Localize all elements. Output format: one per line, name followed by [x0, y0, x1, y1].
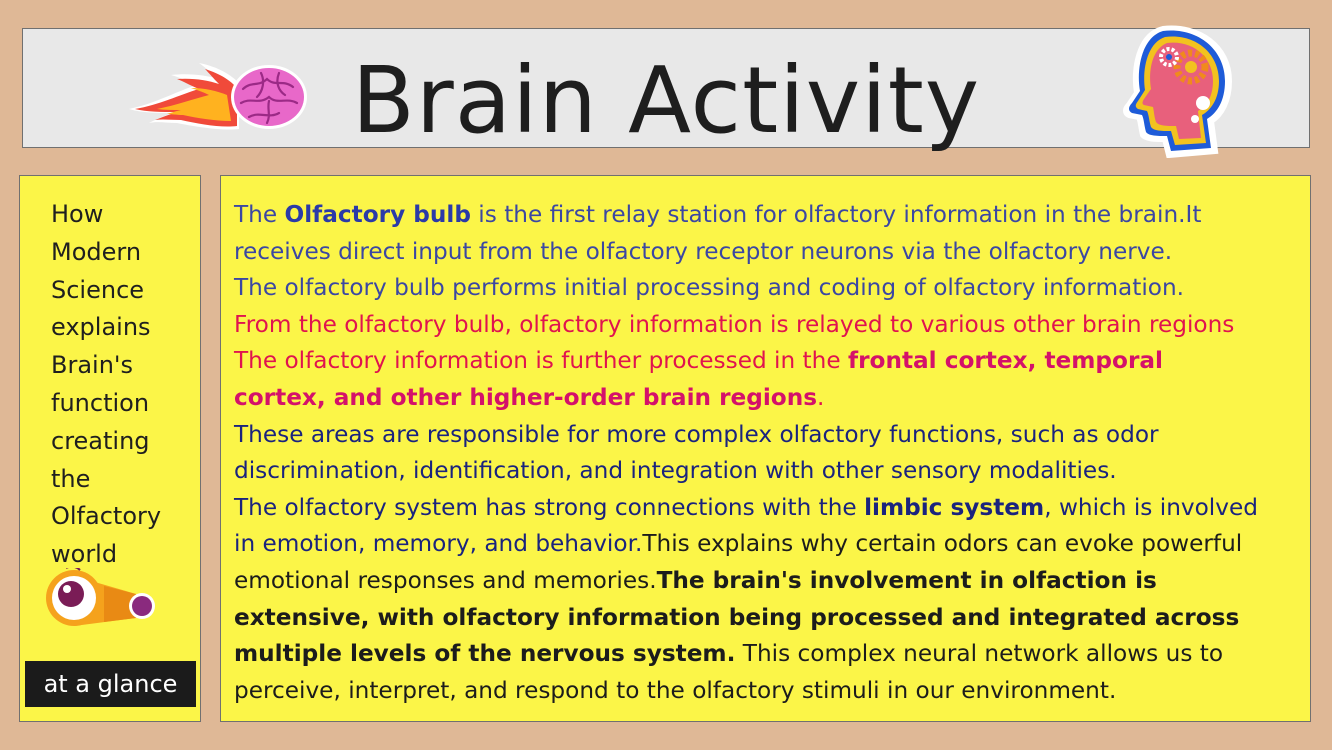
sidebar-line: world [51, 540, 118, 569]
sidebar-line: creating [51, 426, 150, 455]
text-line: From the olfactory bulb, olfactory information is relayed to various other brain regions [234, 310, 1235, 338]
text-line [234, 490, 1284, 527]
text-run: , which is involved [1044, 493, 1258, 521]
text-run: This complex neural network allows us to [735, 640, 1224, 668]
header-banner [22, 28, 1310, 154]
text-run: The [234, 201, 285, 228]
content-panel [220, 175, 1311, 722]
text-run: emotional responses and memories. [234, 566, 657, 594]
cortex-term: frontal cortex, temporal [847, 347, 1163, 375]
text-line [234, 197, 1284, 234]
sidebar-panel [19, 175, 201, 722]
text-run: . [817, 383, 825, 411]
text-line: discrimination, identification, and integration with other sensory modalities. [234, 457, 1117, 485]
telescope-eye-icon [44, 568, 160, 630]
text-line: These areas are responsible for more complex olfactory functions, such as odor [234, 420, 1159, 448]
text-line [234, 526, 1284, 563]
text-run: is the first relay station for olfactory information in the brain.It [470, 201, 1202, 228]
sidebar-line: Science [51, 275, 145, 304]
text-run: The brain's involvement in olfaction is [656, 566, 1157, 594]
text-line [234, 563, 1284, 600]
limbic-system-term: limbic system [864, 493, 1045, 521]
text-line: perceive, interpret, and respond to the olfactory stimuli in our environment. [234, 676, 1117, 704]
sidebar-description [51, 196, 191, 574]
text-run: multiple levels of the nervous system. [234, 640, 736, 668]
text-line [234, 636, 1284, 673]
sidebar-line: How [51, 200, 104, 228]
sidebar-line: Brain's [51, 351, 134, 380]
content-text [234, 197, 1284, 709]
olfactory-bulb-term: Olfactory bulb [284, 201, 471, 228]
sidebar-line: the [51, 464, 91, 493]
sidebar-line: explains [51, 313, 151, 342]
sidebar-line: function [51, 388, 150, 417]
text-run: in emotion, memory, and behavior. [234, 530, 643, 558]
text-run: The olfactory system has strong connections with the [234, 493, 865, 521]
page-title: Brain Activity [351, 47, 981, 154]
at-a-glance-badge: at a glance [25, 661, 196, 707]
sidebar-line: Olfactory [51, 502, 162, 531]
text-run: The olfactory information is further processed in the [234, 347, 848, 375]
text-line [234, 380, 1284, 417]
sidebar-line: Modern [51, 237, 142, 266]
cortex-term: cortex, and other higher-order brain regions [234, 383, 818, 411]
text-line: The olfactory bulb performs initial processing and coding of olfactory information. [234, 274, 1185, 302]
gear-head-icon [1111, 23, 1241, 158]
text-run: This explains why certain odors can evoke powerful [642, 530, 1243, 558]
text-line: receives direct input from the olfactory receptor neurons via the olfactory nerve. [234, 237, 1173, 265]
text-line [234, 343, 1284, 380]
text-line: extensive, with olfactory information being processed and integrated across [234, 603, 1240, 631]
